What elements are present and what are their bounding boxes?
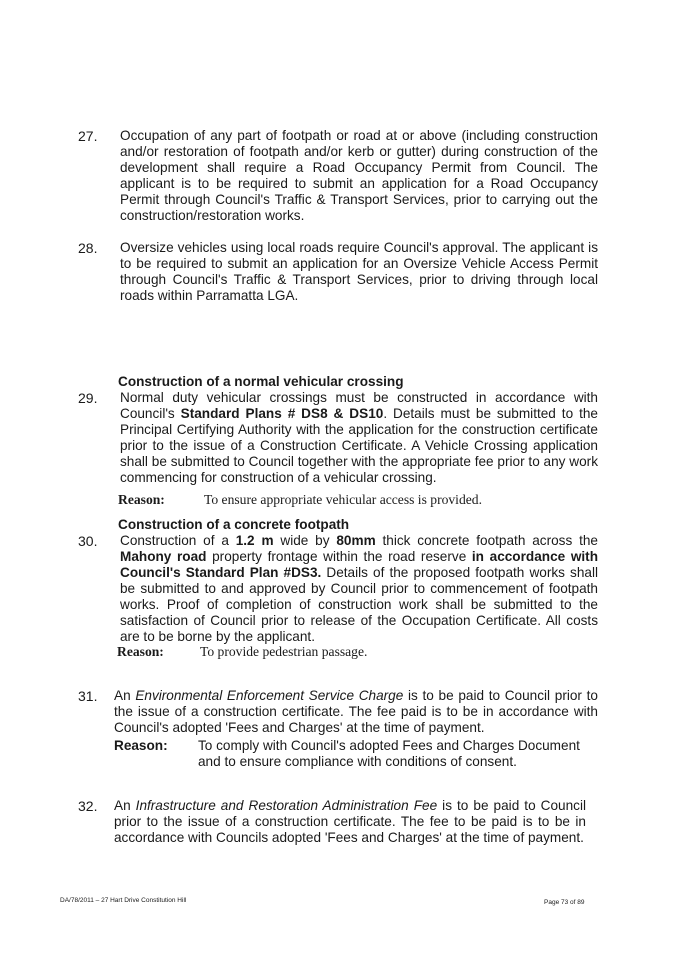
condition-30 (78, 533, 598, 645)
condition-32 (78, 798, 598, 864)
condition-text: An Infrastructure and Restoration Administration Fee is to be paid to Council prior to the issue of a construction certificate. The fee to be paid is to be in accordance with Councils adopted 'Fees and Charges' at the time of payment. (114, 798, 586, 845)
condition-number: 30. (78, 533, 98, 549)
condition-31 (78, 688, 598, 738)
condition-text: Normal duty vehicular crossings must be constructed in accordance with Council's Standard Plans # DS8 & DS10. Details must be submitted to the Principal Certifying Authority with the application for the construction certificate prior to the issue of a Construction Certificate. A Vehicle Crossing application shall be submitted to Council together with the appropriate fee prior to any work commencing for construction of a vehicular crossing. (120, 390, 598, 485)
section-heading: Construction of a concrete footpath (118, 517, 350, 532)
page-number: Page 73 of 89 (544, 899, 585, 906)
reason-text: To ensure appropriate vehicular access is provided. (204, 492, 482, 507)
section-heading: Construction of a normal vehicular crossing (118, 374, 404, 389)
condition-text: An Environmental Enforcement Service Charge is to be paid to Council prior to the issue of a construction certificate. The fee paid is to be in accordance with Council's adopted 'Fees and Charges' at the time of payment. (114, 688, 598, 735)
reason-text: To provide pedestrian passage. (200, 644, 368, 659)
condition-text: Occupation of any part of footpath or road at or above (including construction and/or restoration of footpath and/or kerb or gutter) during construction of the development shall require a Road Occupancy Permit from Council. The applicant is to be required to submit an application for a Road Occupancy Permit through Council's Traffic & Transport Services, prior to carrying out the construction/restoration works. (120, 128, 598, 223)
condition-number: 27. (78, 128, 98, 144)
reason-text: To comply with Council's adopted Fees and Charges Document and to ensure compliance with conditions of consent. (198, 738, 580, 769)
condition-number: 32. (78, 798, 98, 814)
condition-28 (78, 240, 598, 306)
condition-29 (78, 390, 598, 490)
condition-text: Construction of a 1.2 m wide by 80mm thick concrete footpath across the Mahony road property frontage within the road reserve in accordance with Council's Standard Plan #DS3. Details of the proposed footpath works shall be submitted to and approved by Council prior to commencement of footpath works. Proof of completion of construction work shall be submitted to the satisfaction of Council prior to release of the Occupation Certificate. All costs are to be borne by the applicant. (120, 533, 599, 644)
condition-27 (78, 128, 598, 226)
reason-label: Reason: (114, 738, 168, 753)
condition-text: Oversize vehicles using local roads require Council's approval. The applicant is to be required to submit an application for an Oversize Vehicle Access Permit through Council's Traffic & Transport Services, prior to driving through local roads within Parramatta LGA. (120, 240, 598, 303)
reason-label: Reason: (117, 644, 164, 659)
condition-number: 29. (78, 390, 98, 406)
reason-label: Reason: (118, 492, 165, 507)
condition-number: 31. (78, 688, 98, 704)
condition-number: 28. (78, 240, 98, 256)
reason-line (118, 492, 482, 508)
footer-reference: DA/78/2011 – 27 Hart Drive Constitution Hill (60, 897, 187, 904)
reason-line (117, 644, 368, 660)
